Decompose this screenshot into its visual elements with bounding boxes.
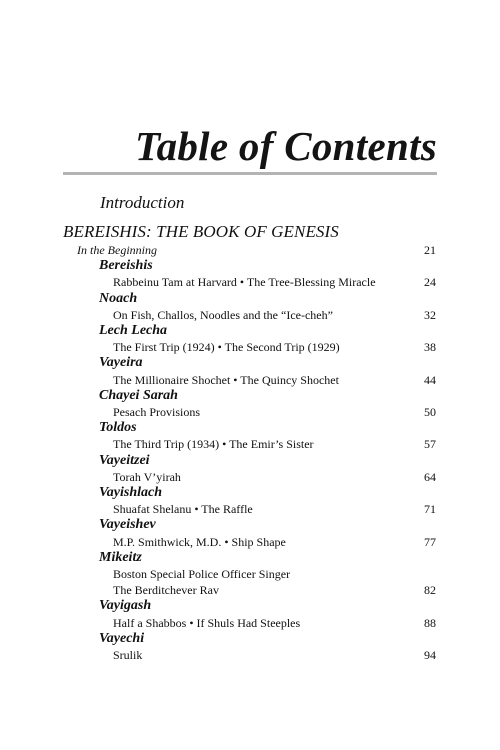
toc-parsha-row	[0, 420, 500, 436]
toc-entry-label: Srulik	[113, 648, 143, 662]
toc-entry-row	[0, 274, 500, 290]
toc-entry-label: On Fish, Challos, Noodles and the “Ice-cheh”	[113, 307, 333, 322]
toc-entry-row	[0, 436, 500, 452]
toc-page-number: 24	[424, 275, 436, 290]
toc-entry-label: Shuafat Shelanu • The Raffle	[113, 502, 253, 517]
toc-parsha-label: Lech Lecha	[99, 323, 168, 338]
toc-parsha-row	[0, 323, 500, 339]
toc-entry-label: M.P. Smithwick, M.D. • Ship Shape	[113, 534, 286, 549]
toc-entry-label: The Berditchever Rav	[113, 583, 219, 598]
toc-parsha-row	[0, 355, 500, 371]
toc-parsha-label: Mikeitz	[99, 549, 142, 565]
toc-parsha-row	[0, 517, 500, 533]
toc-page-number: 38	[424, 340, 436, 355]
toc-parsha-label: Vayeishev	[99, 517, 156, 533]
toc-parsha-row	[0, 550, 500, 566]
toc-entry-label: Rabbeinu Tam at Harvard • The Tree-Blessing Miracle	[113, 275, 376, 290]
toc-parsha-label: Chayei Sarah	[99, 387, 178, 403]
toc-parsha-label: Vayishlach	[99, 485, 163, 500]
toc-entry-row	[0, 404, 500, 420]
book-heading: BEREISHIS: THE BOOK OF GENESIS	[63, 222, 339, 241]
introduction-heading: Introduction	[100, 193, 185, 212]
toc-parsha-label: Vayigash	[99, 598, 152, 614]
toc-page-number: 82	[424, 583, 436, 598]
toc-parsha-row	[0, 291, 500, 307]
toc-page-number: 94	[424, 648, 436, 662]
toc-parsha-row	[0, 485, 500, 501]
toc-page-number: 44	[424, 372, 436, 387]
toc-page-number: 57	[424, 437, 436, 452]
toc-entry-row	[0, 582, 500, 598]
toc-entry-label: Half a Shabbos • If Shuls Had Steeples	[113, 615, 301, 630]
toc-entry-row	[0, 534, 500, 550]
toc-entry-label: Pesach Provisions	[113, 405, 200, 419]
toc-page-number: 32	[424, 307, 436, 322]
toc-entry-row	[0, 469, 500, 485]
toc-parsha-label: Toldos	[99, 420, 137, 436]
toc-entry-row	[0, 615, 500, 631]
toc-entry-row	[0, 339, 500, 355]
title-rule	[63, 172, 437, 175]
toc-parsha-row	[0, 631, 500, 647]
toc-entry-label: Boston Special Police Officer Singer	[113, 567, 291, 581]
toc-page-number: 50	[424, 405, 436, 419]
toc-parsha-label: Vayeira	[99, 355, 143, 371]
toc-parsha-label: Noach	[99, 290, 138, 306]
toc-entry-row	[0, 501, 500, 517]
toc-page-number: 64	[424, 469, 436, 484]
toc-parsha-row	[0, 453, 500, 469]
toc-entry-label: The Third Trip (1934) • The Emir’s Sister	[113, 437, 314, 452]
toc-parsha-label: Bereishis	[99, 258, 153, 274]
toc-entry-row	[0, 307, 500, 323]
toc-entry-row	[0, 372, 500, 388]
page-title: Table of Contents	[134, 123, 437, 169]
toc-page-number: 77	[424, 534, 436, 549]
toc-parsha-label: Vayechi	[99, 630, 145, 646]
toc-page-number: 88	[424, 615, 436, 630]
toc-parsha-row	[0, 258, 500, 274]
toc-entry-label: The Millionaire Shochet • The Quincy Shochet	[113, 372, 339, 387]
toc-parsha-label: Vayeitzei	[99, 452, 150, 468]
toc-entry-row	[0, 647, 500, 663]
toc-page-number: 71	[424, 502, 436, 517]
toc-entry-label: The First Trip (1924) • The Second Trip (1929)	[113, 340, 340, 355]
toc-parsha-row	[0, 598, 500, 614]
toc-entry-row	[0, 566, 500, 582]
toc-section-label: In the Beginning	[77, 243, 157, 257]
toc-parsha-row	[0, 388, 500, 404]
toc-section-row	[0, 242, 500, 258]
toc-page-number: 21	[424, 243, 436, 257]
toc-entry-label: Torah V’yirah	[113, 469, 181, 484]
